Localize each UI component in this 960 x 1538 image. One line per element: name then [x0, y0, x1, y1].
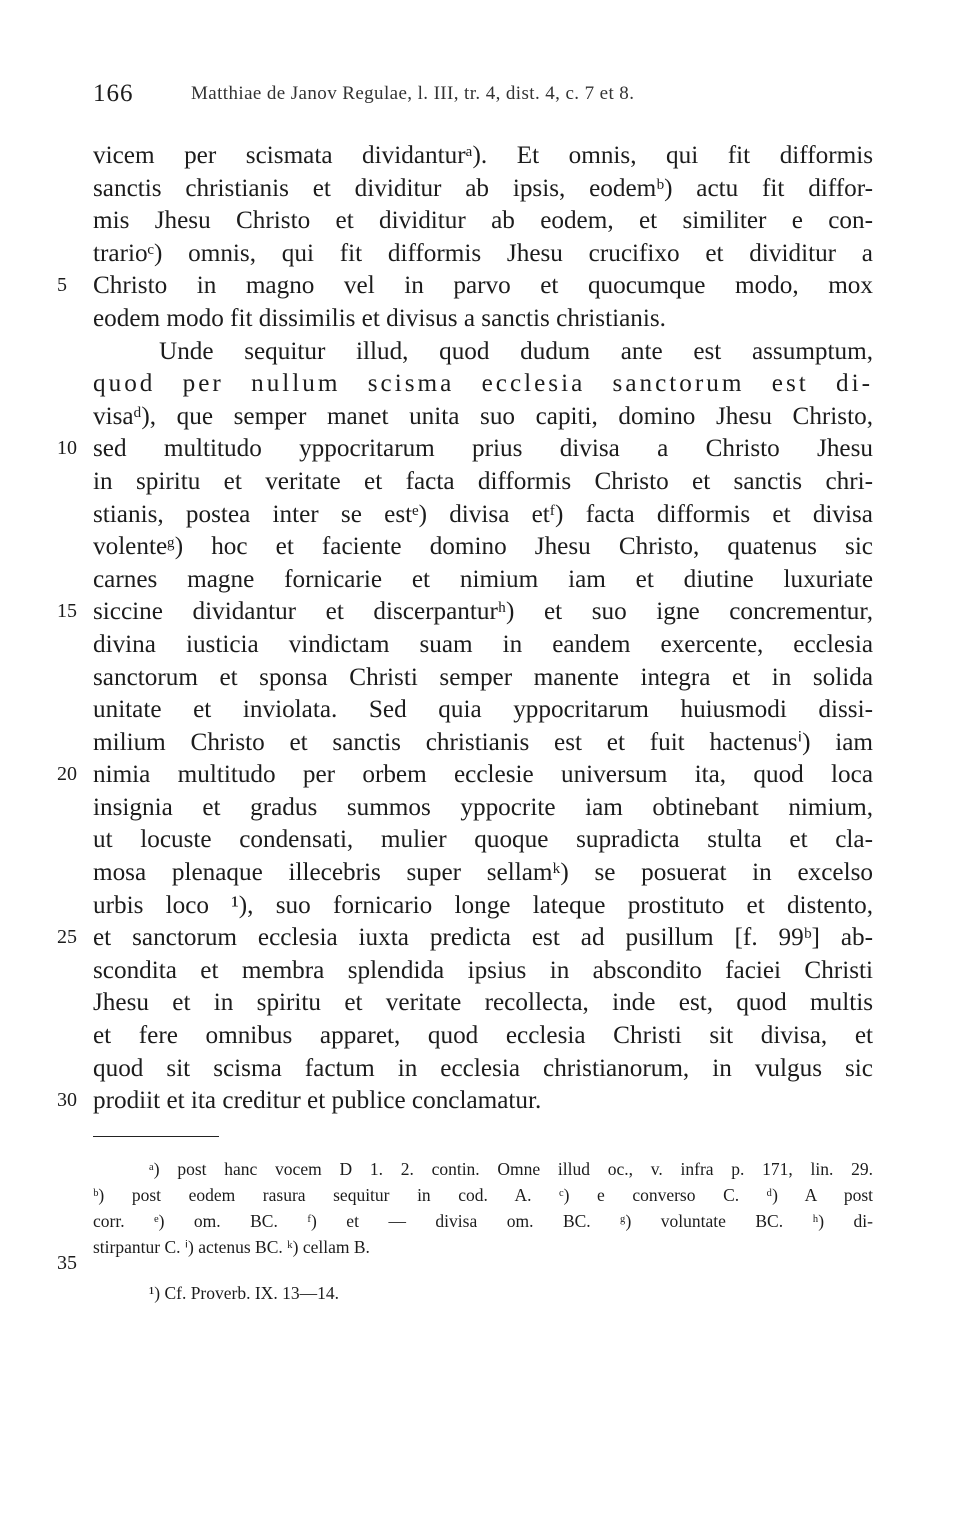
- footnote-line: ᵇ) post eodem rasura sequitur in cod. A. ᶜ) e converso C. ᵈ) A post: [93, 1185, 873, 1205]
- text-line: Christo in magno vel in parvo et quocumque modo, mox: [93, 272, 873, 300]
- running-title: Matthiae de Janov Regulae, l. III, tr. 4, dist. 4, c. 7 et 8.: [191, 83, 635, 104]
- text-line: eodem modo fit dissimilis et divisus a sanctis christianis.: [93, 304, 666, 332]
- text-line: vicem per scismata dividanturᵃ). Et omnis, qui fit difformis: [93, 142, 873, 169]
- text-line: prodiit et ita creditur et publice conclamatur.: [93, 1087, 542, 1115]
- text-line: scondita et membra splendida ipsius in abscondito faciei Christi: [93, 956, 873, 984]
- text-line: stianis, postea inter se estᵉ) divisa etᶠ) facta difformis et divisa: [93, 500, 873, 528]
- text-line: et fere omnibus apparet, quod ecclesia Christi sit divisa, et: [93, 1022, 873, 1050]
- footnote-line: ᵃ) post hanc vocem D 1. 2. contin. Omne illud oc., v. infra p. 171, lin. 29.: [149, 1159, 873, 1179]
- page-number: 166: [93, 80, 134, 107]
- text-line: quod per nullum scisma ecclesia sanctorum est di-: [93, 370, 873, 398]
- text-line: ut locuste condensati, mulier quoque supradicta stulta et cla-: [93, 826, 873, 854]
- text-line: Unde sequitur illud, quod dudum ante est assumptum,: [159, 337, 873, 365]
- footnotes: [93, 1156, 873, 1306]
- text-line: sanctorum et sponsa Christi semper manente integra et in solida: [93, 663, 873, 691]
- line-number: 15: [57, 600, 77, 622]
- text-line: nimia multitudo per orbem ecclesie universum ita, quod loca: [93, 761, 873, 789]
- page-header: [93, 80, 873, 116]
- text-line: visaᵈ), que semper manet unita suo capiti, domino Jhesu Christo,: [93, 402, 873, 430]
- text-line: mis Jhesu Christo et dividitur ab eodem, et similiter e con-: [93, 207, 873, 235]
- footnote-line: stirpantur C. ⁱ) actenus BC. ᵏ) cellam B.: [93, 1237, 370, 1257]
- text-line: trarioᶜ) omnis, qui fit difformis Jhesu crucifixo et dividitur a: [93, 239, 873, 267]
- text-line: sed multitudo yppocritarum prius divisa a Christo Jhesu: [93, 435, 873, 463]
- text-line: et sanctorum ecclesia iuxta predicta est ad pusillum [f. 99ᵇ] ab-: [93, 924, 873, 952]
- text-line: volenteᵍ) hoc et faciente domino Jhesu Christo, quatenus sic: [93, 533, 873, 561]
- text-line: milium Christo et sanctis christianis est et fuit hactenusⁱ) iam: [93, 728, 873, 756]
- text-line: mosa plenaque illecebris super sellamᵏ) se posuerat in excelso: [93, 859, 873, 887]
- text-line: in spiritu et veritate et facta difformis Christo et sanctis chri-: [93, 467, 873, 495]
- text-line: insignia et gradus summos yppocrite iam obtinebant nimium,: [93, 793, 873, 821]
- text-line: unitate et inviolata. Sed quia yppocritarum huiusmodi dissi-: [93, 696, 873, 724]
- footnote-line: corr. ᵉ) om. BC. ᶠ) et — divisa om. BC. ᵍ) voluntate BC. ʰ) di-: [93, 1211, 873, 1231]
- line-number: 35: [57, 1252, 77, 1274]
- text-line: divina iusticia vindictam suam in eandem exercente, ecclesia: [93, 630, 873, 658]
- line-number: 20: [57, 763, 77, 785]
- text-line: urbis loco ¹), suo fornicario longe lateque prostituto et distento,: [93, 891, 873, 919]
- text-line: quod sit scisma factum in ecclesia christianorum, in vulgus sic: [93, 1054, 873, 1082]
- main-text: [93, 140, 873, 1118]
- line-number: 5: [57, 274, 67, 296]
- text-line: sanctis christianis et dividitur ab ipsis, eodemᵇ) actu fit diffor-: [93, 174, 873, 202]
- line-number: 25: [57, 926, 77, 948]
- footnote-separator: [93, 1136, 219, 1137]
- reference-footnote: ¹) Cf. Proverb. IX. 13—14.: [149, 1283, 339, 1303]
- text-line: siccine dividantur et discerpanturʰ) et suo igne concrementur,: [93, 598, 873, 626]
- line-number: 10: [57, 437, 77, 459]
- text-line: carnes magne fornicarie et nimium iam et diutine luxuriate: [93, 565, 873, 593]
- text-line: Jhesu et in spiritu et veritate recollecta, inde est, quod multis: [93, 989, 873, 1017]
- line-number: 30: [57, 1089, 77, 1111]
